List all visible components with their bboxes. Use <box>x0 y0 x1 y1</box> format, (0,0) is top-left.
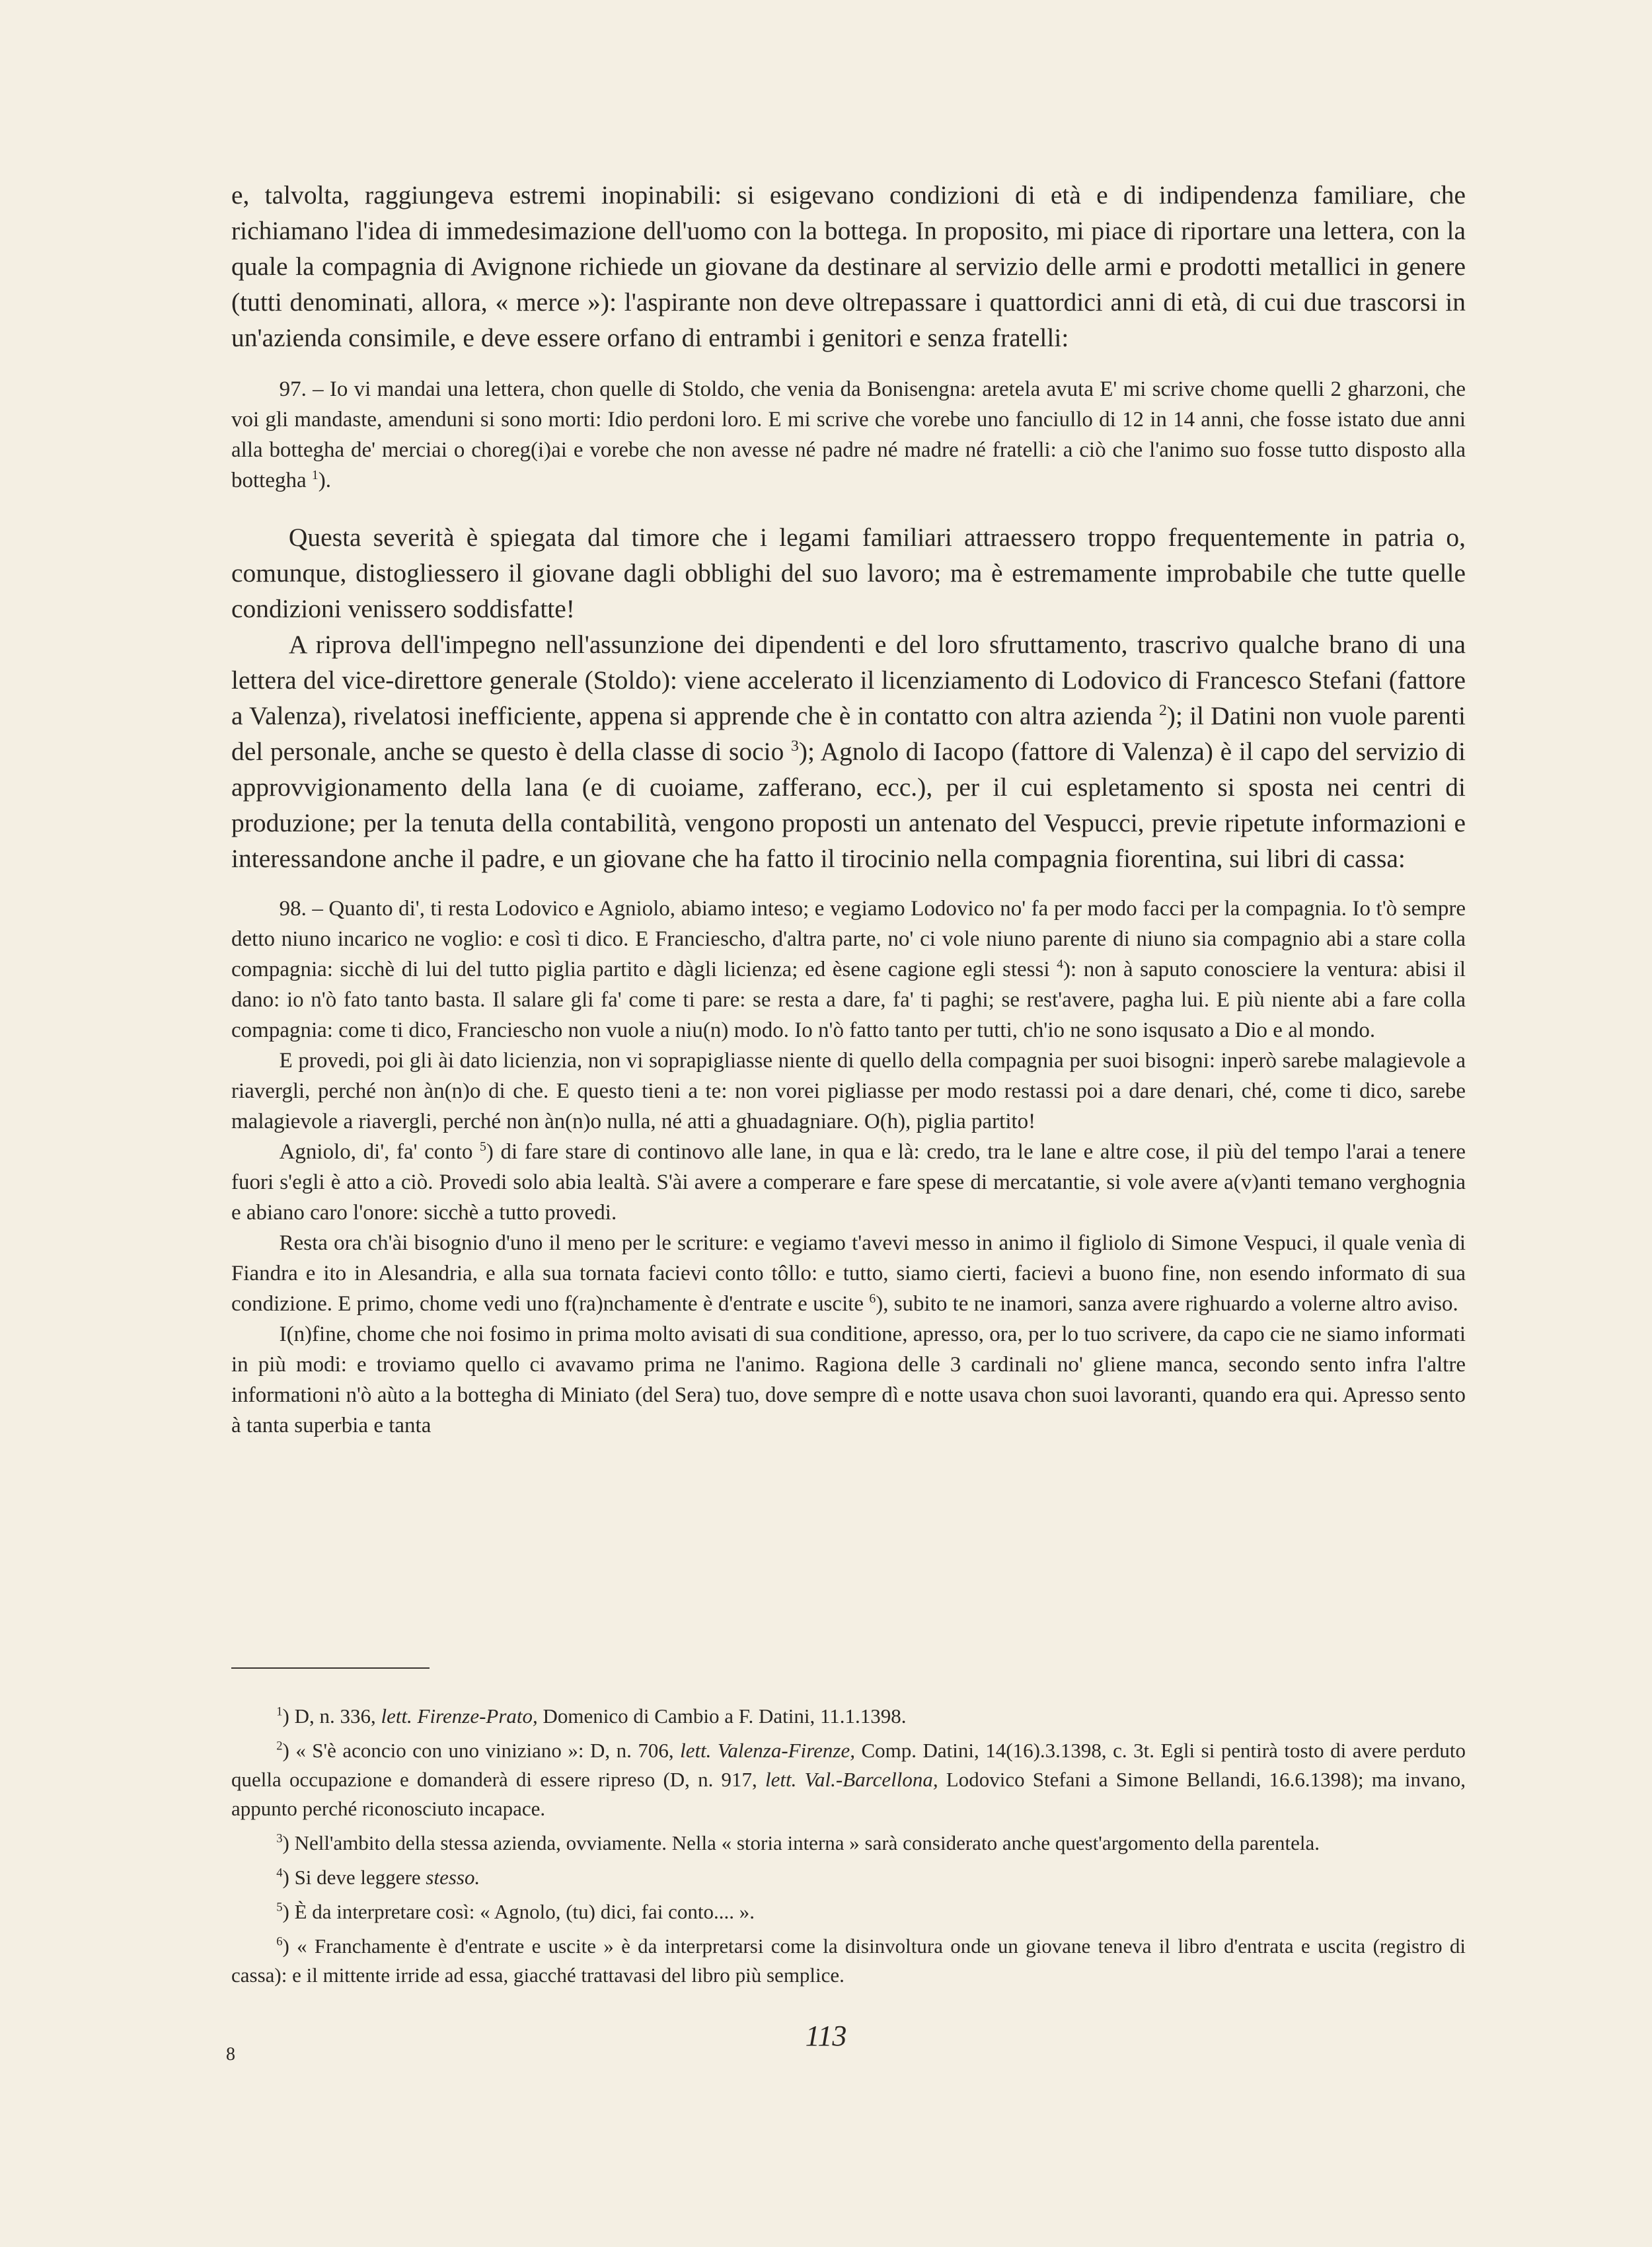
quotation-97 <box>231 374 1466 496</box>
footnote-2: $^2$) « S'è aconcio con uno viniziano »: D, n. 706, lett. Valenza-Firenze, Comp. Datini, 14(16).3.1398, c. 3t. Egli si pentirà tosto di avere perduto quella occupazione e domanderà di essere ripreso (D, n. 917, lett. Val.-Barcellona, Lodovico Stefani a Simone Bellandi, 16.6.1398); ma invano, appunto perché riconosciuto incapace. <box>231 1739 1466 1820</box>
quote-98-para-2: E provedi, poi gli ài dato licienzia, non vi soprapigliasse niente di quello della compagnia per suoi bisogni: inperò sarebe malagievole a riavergli, perché non àn(n)o di che. E questo tieni a te: non vorei pigliasse per modo restassi poi a dare denari, ché, come ti dico, sarebe malagievole a riavergli, perché non àn(n)o nulla, né atti a ghuadagniare. O(h), piglia partito! <box>231 1049 1466 1133</box>
footnote-4: $^4$) Si deve leggere stesso. <box>276 1866 480 1889</box>
footnote-ref: 1 <box>311 468 319 482</box>
paragraph-2: Questa severità è spiegata dal timore che i legami familiari attraessero troppo frequentemente in patria o, comunque, distogliessero il giovane dagli obblighi del suo lavoro; ma è estremamente improbabile che tutte quelle condizioni venissero soddisfatte! <box>231 523 1466 623</box>
footnotes <box>231 1702 1466 1995</box>
footnote-5: $^5$) È da interpretare così: « Agnolo, (tu) dici, fai conto.... ». <box>276 1900 755 1923</box>
signature-mark: 8 <box>226 2044 235 2065</box>
page-number: 113 <box>805 2020 847 2052</box>
paragraph-3: A riprova dell'impegno nell'assunzione dei dipendenti e del loro sfruttamento, trascrivo qualche brano di una lettera del vice-direttore generale (Stoldo): viene accelerato il licenziamento di Lodovico di Francesco Stefani (fattore a Valenza), rivelatosi inefficiente, appena si apprende che è in contatto con altra azienda $^2$); il Datini non vuole parenti del personale, anche se questo è della classe di socio $^3$); Agnolo di Iacopo (fattore di Valenza) è il capo del servizio di approvvigionamento della lana (e di cuoiame, zafferano, ecc.), per il cui espletamento si sposta nei centri di produzione; per la tenuta della contabilità, vengono proposti un antenato del Vespucci, previe ripetute informazioni e interessandone anche il padre, e un giovane che ha fatto il tirocinio nella compagnia fiorentina, sui libri di cassa: <box>231 630 1466 873</box>
footnote-ref: 3 <box>791 737 799 755</box>
quote-97-text: 97. – Io vi mandai una lettera, chon quelle di Stoldo, che venia da Bonisengna: aretela avuta E' mi scrive chome quelli 2 gharzoni, che voi gli mandaste, amenduni si sono morti: Idio perdoni loro. E mi scrive che vorebe uno fanciullo di 12 in 14 anni, che fosse istato due anni alla bottegha de' merciai o choreg(i)ai e vorebe che non avesse né padre né madre né fratelli: a ciò che l'animo suo fosse tutto disposto alla bottegha $^1$). <box>231 377 1466 492</box>
footnote-ref: 5 <box>480 1139 486 1154</box>
footnote-6: $^6$) « Franchamente è d'entrate e uscite » è da interpretarsi come la disinvoltura onde un giovane teneva il libro d'entrata e uscita (registro di cassa): e il mittente irride ad essa, giacché trattavasi del libro più semplice. <box>231 1934 1466 1987</box>
footnote-rule <box>231 1667 430 1669</box>
quotation-98 <box>231 894 1466 1441</box>
quote-98-para-5: I(n)fine, chome che noi fosimo in prima molto avisati di sua conditione, apresso, ora, per lo tuo scrivere, da capo cie ne siamo informati in più modi: e troviamo quello ci avavamo prima ne l'animo. Ragiona delle 3 cardinali no' gliene manca, secondo sento infra l'altre informationi n'ò aùto a la bottegha di Miniato (del Sera) tuo, dove sempre dì e notte usava chon suoi lavoranti, quando era qui. Apresso sento à tanta superbia e tanta <box>231 1322 1466 1437</box>
quote-98-para-1: 98. – Quanto di', ti resta Lodovico e Agniolo, abiamo inteso; e vegiamo Lodovico no' fa per modo facci per la compagnia. Io t'ò sempre detto niuno incarico ne voglio: e così ti dico. E Franciescho, d'altra parte, no' ci vole niuno parente di niuno sia compagnio abi a stare colla compagnia: sicchè di lui del tutto piglia partito e dàgli licienza; ed èsene cagione egli stessi $^4$): non à saputo conosciere la ventura: abisi il dano: io n'ò fato tanto basta. Il salare gli fa' come ti pare: se resta a dare, fa' ti paghi; se rest'avere, pagha lui. E più niente abi a fare colla compagnia: come ti dico, Franciescho non vuole a niu(n) modo. Io n'ò fatto tanto per tutti, ch'io ne sono isqusato a Dio e al mondo. <box>231 897 1466 1042</box>
footnote-1: $^1$) D, n. 336, lett. Firenze-Prato, Domenico di Cambio a F. Datini, 11.1.1398. <box>276 1704 907 1728</box>
footnote-ref: 2 <box>1158 701 1167 719</box>
quote-98-para-3: Agniolo, di', fa' conto $^5$) di fare stare di continovo alle lane, in qua e là: credo, tra le lane e altre cose, il più del tempo l'arai a tenere fuori s'egli è atto a ciò. Provedi solo abia lealtà. S'ài avere a comperare e fare spese di mercatantie, si vole avere a(v)anti temano verghognia e abiano caro l'onore: sicchè a tutto provedi. <box>231 1139 1466 1225</box>
footnote-ref: 6 <box>869 1291 876 1306</box>
main-text <box>231 177 1466 1441</box>
footnote-ref: 4 <box>1057 957 1064 971</box>
paragraph-1: e, talvolta, raggiungeva estremi inopinabili: si esigevano condizioni di età e di indipendenza familiare, che richiamano l'idea di immedesimazione dell'uomo con la bottega. In proposito, mi piace di riportare una lettera, con la quale la compagnia di Avignone richiede un giovane da destinare al servizio delle armi e prodotti metallici in genere (tutti denominati, allora, « merce »): l'aspirante non deve oltrepassare i quattordici anni di età, di cui due trascorsi in un'azienda consimile, e deve essere orfano di entrambi i genitori e senza fratelli: <box>231 180 1466 352</box>
footnote-3: $^3$) Nell'ambito della stessa azienda, ovviamente. Nella « storia interna » sarà considerato anche quest'argomento della parentela. <box>276 1831 1320 1854</box>
quote-98-para-4: Resta ora ch'ài bisognio d'uno il meno per le scriture: e vegiamo t'avevi messo in animo il figliolo di Simone Vespuci, il quale venìa di Fiandra e ito in Alesandria, e alla sua tornata facievi conto tôllo: e tutto, siamo cierti, facievi a buono fine, non esendo informato di sua condizione. E primo, chome vedi uno f(ra)nchamente è d'entrate e uscite $^6$), subito te ne inamori, sanza avere righuardo a volerne altro aviso. <box>231 1231 1466 1316</box>
